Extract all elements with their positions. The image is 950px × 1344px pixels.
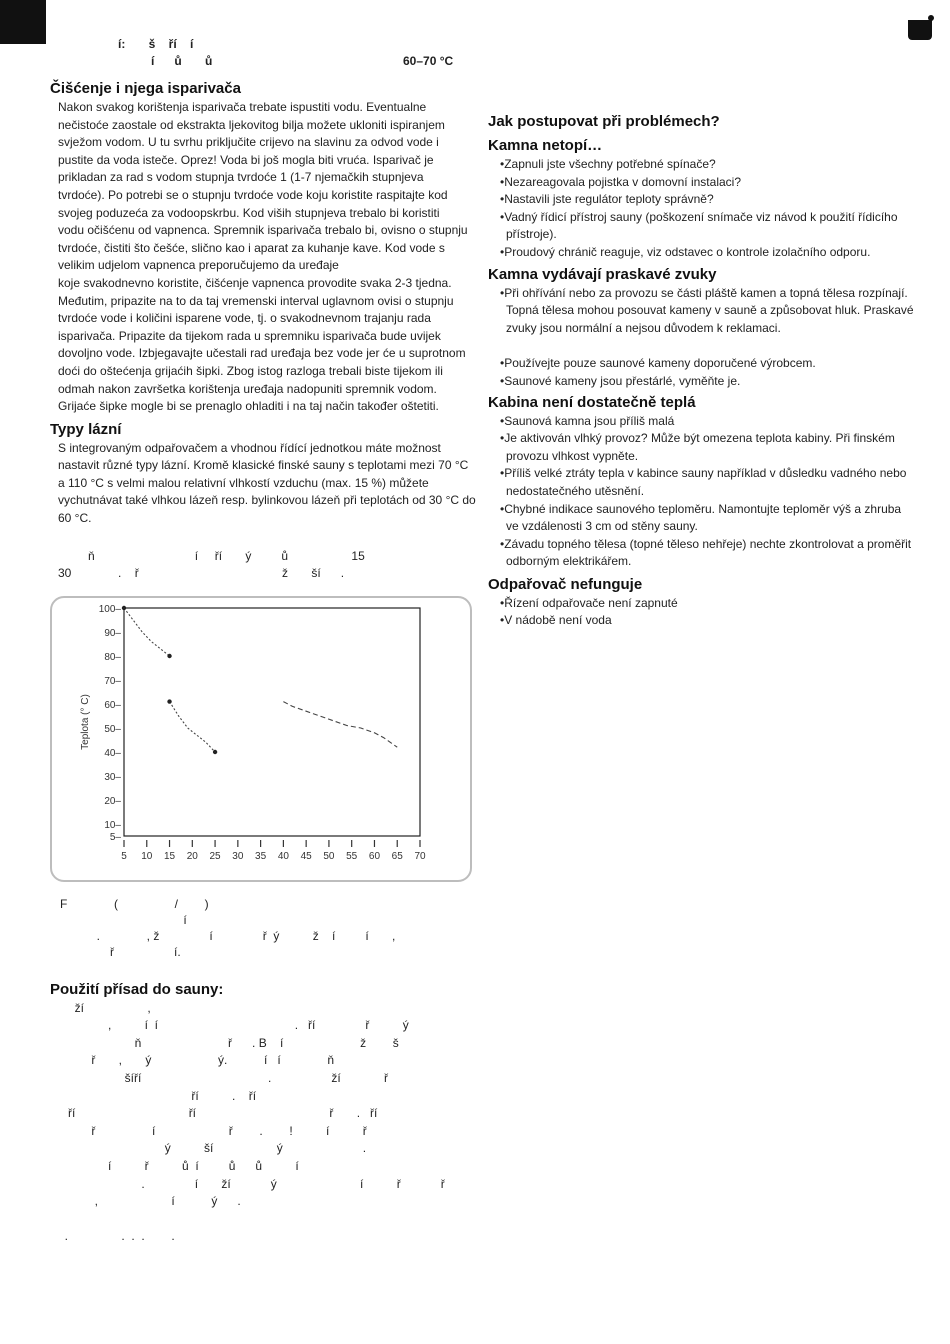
series-point [167, 699, 171, 703]
x-tick-label: 15 [163, 850, 176, 862]
x-tick-label: 35 [255, 850, 267, 862]
additives-fragment-line: ý ší ý . [58, 1141, 367, 1156]
y-tick-label: 10– [104, 819, 121, 831]
heater-not-heating-list [500, 156, 920, 262]
list-item-text: •Chybné indikace saunového teploměru. Namontujte teploměr výš a zhruba [500, 501, 902, 516]
additives-fragment-line: . í ží ý í ř ř [58, 1176, 445, 1191]
y-tick-label: 5– [109, 831, 121, 843]
list-item-text: •Saunová kamna jsou příliš malá [500, 413, 675, 428]
additives-fragment-line: í ř ů í ů ů í [58, 1159, 299, 1173]
list-item-continuation: ve vzdálenosti 3 cm od stěny sauny. [506, 519, 698, 534]
list-item [500, 612, 920, 630]
additives-fragment-line: ř , ý ý. í í ň [58, 1053, 335, 1068]
list-item-continuation: odborným elektrikářem. [506, 554, 632, 569]
cabin-not-warm-list [500, 413, 920, 571]
additives-fragment-line: . . . . . [58, 1229, 175, 1244]
cleaning-line: Grijaće šipke mogle bi se prenaglo ohladiti i na taj način također oštetiti. [58, 399, 439, 414]
problems-title: Jak postupovat při problémech? [488, 113, 720, 130]
bath-types-paragraph [58, 440, 476, 528]
x-tick-label: 45 [300, 850, 312, 862]
list-item-text: •Je aktivován vlhký provoz? Může být omezena teplota kabiny. Při finském [500, 431, 895, 446]
cleaning-line: nečistoće zaostale od ekstrakta ljekovitog bilja možete ukloniti ispiranjem [58, 117, 445, 132]
heater-not-heating-title: Kamna netopí… [488, 137, 603, 154]
cleaning-line: vodu očišćenu od vapnenca. Spremnik isparivača trebalo bi, ovisno o stupnju [58, 223, 468, 238]
bath-types-line: S integrovaným odpařovačem a vhodnou řídící jednotkou máte možnost [58, 440, 441, 455]
crackling-sounds-title: Kamna vydávají praskavé zvuky [488, 265, 717, 283]
list-item-text: •Řízení odpařovače není zapnuté [500, 595, 678, 610]
bath-types-line: a 110 °C s velmi malou relativní vlhkostí vzduchu (max. 15 %) můžete [58, 475, 429, 490]
additives-fragment-line: ží , [58, 1000, 151, 1015]
list-item [500, 465, 920, 500]
right-column [488, 112, 920, 630]
series-point [122, 605, 126, 609]
cleaning-line: dovoljno vode. Izbjegavajte učestali rad uređaja bez vode jer će u suprotnom [58, 346, 466, 361]
list-item [500, 285, 920, 338]
additives-section-title: Použití přísad do sauny: [50, 980, 224, 998]
additives-fragment-line [58, 1211, 472, 1229]
additives-fragment-line: ří . ří [58, 1088, 257, 1103]
additives-fragment-line: , í ý . [58, 1194, 241, 1209]
list-item-continuation: Topná tělesa mohou posouvat kameny v sauně a způsobovat hluk. Praskavé [506, 303, 914, 318]
list-item [500, 536, 920, 571]
list-item [500, 209, 920, 244]
list-item [500, 355, 920, 373]
cleaning-line: Nakon svakog korištenja isparivača trebate ispustiti vodu. Eventualne [58, 100, 427, 114]
list-item [500, 156, 920, 174]
list-item-continuation: přístroje). [506, 227, 557, 242]
list-item [500, 244, 920, 262]
y-axis-label: Teplota (° C) [80, 693, 91, 750]
temperature-chart-svg [52, 598, 470, 880]
x-tick-label: 10 [141, 850, 153, 862]
list-item-text: •Nezareagovala pojistka v domovní instalaci? [500, 174, 741, 189]
cleaning-line: koje svakodnevno koristite, čišćenje vapnenca provodite svaka 2-3 tjedna. [58, 275, 452, 290]
list-item-text: •Při ohřívání nebo za provozu se části pláště kamen a topná tělesa rozpínají. [500, 285, 908, 300]
y-tick-label: 70– [104, 675, 121, 687]
x-tick-label: 70 [414, 850, 426, 862]
list-item [500, 595, 920, 613]
left-column [50, 36, 476, 1246]
cleaning-line: prikladan za rad s vodom stupnja tvrdoće 1 (1-7 njemačkih stupnjeva [58, 170, 424, 185]
list-item [500, 430, 920, 465]
series-line-3 [283, 701, 397, 747]
cleaning-line: tvrdoće). Po potrebi se o stupnju tvrdoće vode koju koristite raspitajte kod [58, 187, 448, 202]
bath-types-title: Typy lázní [50, 420, 122, 438]
header-fragment-2: í ů ů [151, 54, 213, 68]
post-chart-fragment-2: í [60, 912, 187, 927]
crackling-sounds-list [500, 285, 920, 338]
series-line-2 [170, 701, 216, 751]
y-tick-label: 80– [104, 651, 121, 663]
additives-fragment-line: , í í . ří ř ý [58, 1018, 409, 1033]
x-tick-label: 55 [346, 850, 358, 862]
additives-fragment-line: ří ří ř . ří [58, 1106, 378, 1121]
list-item [500, 501, 920, 536]
cleaning-line: velikim udjelom vapnenca preporučujemo da uređaje [58, 258, 339, 273]
list-item-text: •Nastavili jste regulátor teploty správně? [500, 192, 714, 207]
cleaning-line: doći do oštećenja grijaćih šipki. Zbog istog razloga trebali biste tijekom ili [58, 363, 443, 378]
x-tick-label: 65 [391, 850, 403, 862]
cleaning-line: isparivača. Pripazite da tijekom rada u spremniku isparivača bude uvijek [58, 328, 441, 343]
x-tick-label: 30 [232, 850, 244, 862]
cleaning-line: svojeg poduzeća za vodoopskrbu. Kod viših stupnjeva trebalo bi koristiti [58, 205, 440, 220]
list-item-continuation: zvuky jsou normální a nejsou důvodem k reklamaci. [506, 320, 781, 335]
list-item-text: •Závadu topného tělesa (topné těleso nehřeje) nechte zkontrolovat a proměřit [500, 536, 912, 551]
x-tick-label: 20 [186, 850, 198, 862]
y-tick-label: 30– [104, 771, 121, 783]
cabin-not-warm-title: Kabina není dostatečně teplá [488, 393, 696, 411]
y-tick-label: 20– [104, 795, 121, 807]
list-item-text: •Zapnuli jste všechny potřebné spínače? [500, 157, 716, 171]
temperature-chart [50, 596, 472, 882]
y-tick-label: 50– [104, 723, 121, 735]
list-item [500, 174, 920, 192]
cleaning-section-title: Čišćenje i njega isparivača [50, 80, 241, 97]
cleaning-line: odmah nakon završetka korištenja uređaja nadopuniti spremnik vodom. [58, 381, 437, 396]
list-item-text: •Saunové kameny jsou přestárlé, vyměňte je. [500, 373, 741, 388]
list-item-text: •Používejte pouze saunové kameny doporučené výrobcem. [500, 356, 816, 371]
cleaning-paragraph [58, 99, 472, 416]
x-tick-label: 40 [277, 850, 289, 862]
sauna-stones-list [500, 355, 920, 390]
evaporator-not-working-title: Odpařovač nefunguje [488, 575, 643, 593]
corner-mark-left [0, 0, 46, 44]
cleaning-line: tvrdoće, čistiti što češće, slično kao i aparat za kuhanje kave. Kod vode s [58, 240, 445, 255]
y-tick-label: 60– [104, 699, 121, 711]
pre-chart-fragment-1: ň í ří ý ů 15 [58, 548, 365, 563]
x-tick-label: 5 [121, 850, 127, 862]
post-chart-fragment-4: ř í. [60, 944, 181, 959]
list-item [500, 191, 920, 209]
list-item [500, 413, 920, 431]
additives-paragraph [50, 1000, 472, 1246]
post-chart-fragment-1: F ( / ) [60, 896, 209, 911]
list-item [500, 373, 920, 391]
y-tick-label: 40– [104, 747, 121, 759]
additives-fragment-line: ň ř . B í ž š [58, 1035, 399, 1050]
cleaning-line: tvrdoće vode i količini isparene vode, tj. o svakodnevnom trajanju rada [58, 311, 431, 326]
series-point [167, 653, 171, 657]
list-item-continuation: provozu vlhkost vypněte. [506, 448, 639, 463]
list-item-text: •V nádobě není voda [500, 613, 612, 628]
series-point [213, 749, 217, 753]
cleaning-line: pustite da voda isteče. Oprez! Voda bi još mogla biti vruća. Isparivač je [58, 152, 434, 167]
y-tick-label: 90– [104, 627, 121, 639]
additives-fragment-line: ř í ř . ! í ř [58, 1123, 367, 1138]
cleaning-line: Međutim, pripazite na to da taj vremenski interval uglavnom ovisi o stupnju [58, 293, 454, 308]
series-line-1 [124, 608, 170, 656]
cleaning-line: svježom vodom. U tu svrhu priključite crijevo na slavinu za odvod vode i [58, 135, 439, 150]
plot-frame [124, 608, 420, 836]
bath-types-line: nastavit různé typy lázní. Kromě klasické finské sauny s teplotami mezi 70 °C [58, 458, 469, 473]
additives-fragment-line: šíří . ží ř [58, 1071, 389, 1086]
bath-types-line: 60 °C. [58, 511, 92, 526]
post-chart-fragment-3: . , ž í ř ý ž í í , [60, 928, 396, 943]
x-tick-label: 50 [323, 850, 335, 862]
bath-types-line: vychutnávat také vlhkou lázeň resp. bylinkovou lázeň při teplotách od 30 °C do [58, 493, 476, 508]
list-item-text: •Proudový chránič reaguje, viz odstavec o kontrole izolačního odporu. [500, 244, 871, 259]
x-tick-label: 60 [368, 850, 381, 862]
list-item-text: •Vadný řídicí přístroj sauny (poškození snímače viz návod k použití řídicího [500, 209, 898, 224]
list-item-text: •Příliš velké ztráty tepla v kabince sauny například v důsledku vadného nebo [500, 466, 907, 481]
y-tick-label: 100– [98, 603, 121, 615]
temperature-range: 60–70 °C [403, 54, 454, 68]
evaporator-not-working-list [500, 595, 920, 630]
list-item-continuation: nedostatečného utěsnění. [506, 483, 645, 498]
pre-chart-fragment-2: 30 . ř ž ší . [58, 565, 345, 580]
header-fragment-1: í: š ří í [118, 37, 194, 51]
x-tick-label: 25 [209, 850, 221, 862]
corner-mark-right [908, 20, 932, 40]
